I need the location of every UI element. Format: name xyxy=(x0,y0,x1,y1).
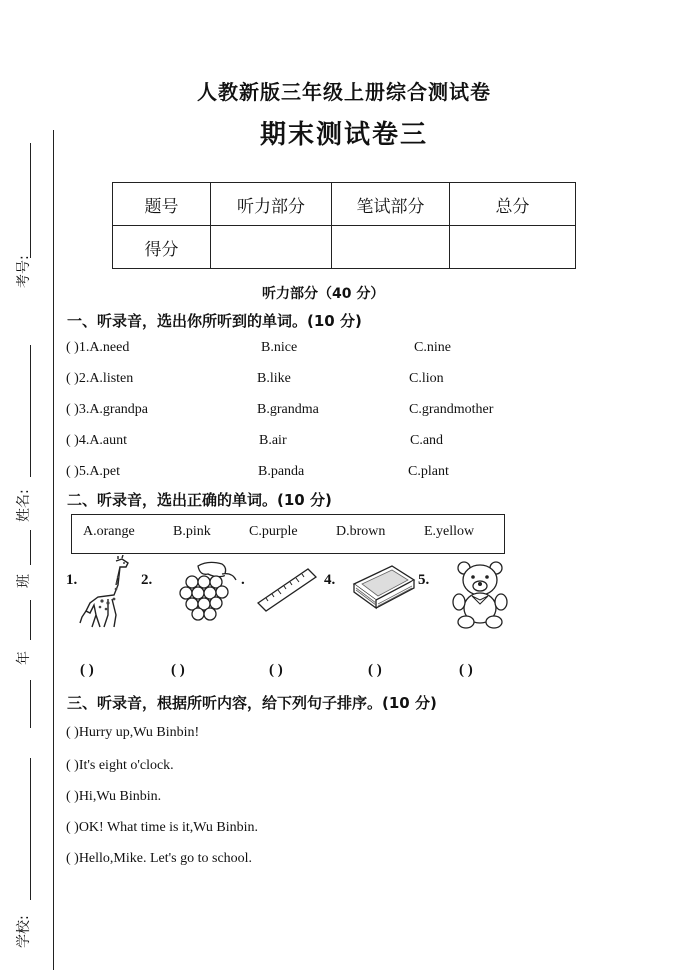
score-header-tingli: 听力部分 xyxy=(211,183,332,226)
nian-lower-blank xyxy=(30,680,31,728)
listening-title: 听力部分（40 分） xyxy=(262,286,385,302)
section2-title: 二、听录音，选出正确的单词。(10 分) xyxy=(67,491,332,509)
ban-label: 班 xyxy=(16,574,32,588)
pic-number: 5. xyxy=(418,572,430,588)
answer-blank[interactable]: ( ) xyxy=(269,662,283,678)
s1-q3-b: B.grandma xyxy=(257,402,319,417)
pic-number: 4. xyxy=(324,572,336,588)
word-bank-item: A.orange xyxy=(83,524,135,539)
xuexiao-blank xyxy=(30,758,31,900)
nian-blank xyxy=(30,600,31,640)
s1-q2-c: C.lion xyxy=(409,371,444,386)
word-bank xyxy=(71,514,505,554)
word-bank-item: B.pink xyxy=(173,524,211,539)
s1-q1-b: B.nice xyxy=(261,340,298,355)
s1-q2-b: B.like xyxy=(257,371,291,386)
answer-blank[interactable]: ( ) xyxy=(80,662,94,678)
score-table xyxy=(112,182,576,269)
kaohao-label: 考号: xyxy=(16,255,32,288)
score-cell-zongfen[interactable] xyxy=(450,226,576,269)
score-header-bishi: 笔试部分 xyxy=(332,183,450,226)
s3-sentence[interactable]: ( )Hi,Wu Binbin. xyxy=(66,789,162,804)
s1-q5[interactable]: ( )5.A.pet xyxy=(66,464,121,479)
s1-q3-c: C.grandmother xyxy=(409,402,494,417)
score-header-tihao: 题号 xyxy=(113,183,211,226)
kaohao-blank xyxy=(30,143,31,258)
s1-q2[interactable]: ( )2.A.listen xyxy=(66,371,134,386)
answer-blank[interactable]: ( ) xyxy=(368,662,382,678)
xingming-blank xyxy=(30,345,31,477)
grapes-icon xyxy=(178,560,243,622)
xingming-label: 姓名: xyxy=(16,489,32,522)
answer-blank[interactable]: ( ) xyxy=(459,662,473,678)
answer-blank[interactable]: ( ) xyxy=(171,662,185,678)
binding-line xyxy=(53,130,54,970)
s1-q1-c: C.nine xyxy=(414,340,451,355)
pic-number: 1. xyxy=(66,572,78,588)
pic-number: . xyxy=(241,572,245,588)
s3-sentence[interactable]: ( )OK! What time is it,Wu Binbin. xyxy=(66,820,259,835)
word-bank-item: C.purple xyxy=(249,524,298,539)
section1-title: 一、听录音，选出你所听到的单词。(10 分) xyxy=(67,312,362,330)
s1-q5-b: B.panda xyxy=(258,464,305,479)
s3-sentence[interactable]: ( )Hello,Mike. Let's go to school. xyxy=(66,851,253,866)
teddy-bear-icon xyxy=(452,560,508,630)
exam-title: 人教新版三年级上册综合测试卷 xyxy=(197,80,491,104)
word-bank-item: D.brown xyxy=(336,524,386,539)
score-row-label: 得分 xyxy=(113,226,211,269)
s3-sentence[interactable]: ( )It's eight o'clock. xyxy=(66,758,174,773)
giraffe-icon xyxy=(78,555,138,630)
exam-subtitle: 期末测试卷三 xyxy=(259,120,428,150)
score-cell-bishi[interactable] xyxy=(332,226,450,269)
word-bank-item: E.yellow xyxy=(424,524,475,539)
nian-label: 年 xyxy=(16,651,32,665)
section3-title: 三、听录音，根据所听内容，给下列句子排序。(10 分) xyxy=(67,694,437,712)
pic-number: 2. xyxy=(141,572,153,588)
ruler-icon xyxy=(256,565,320,613)
s1-q4[interactable]: ( )4.A.aunt xyxy=(66,433,128,448)
score-header-zongfen: 总分 xyxy=(450,183,576,226)
s1-q4-c: C.and xyxy=(410,433,444,448)
book-icon xyxy=(350,562,418,614)
s1-q1[interactable]: ( )1.A.need xyxy=(66,340,130,355)
ban-blank xyxy=(30,530,31,565)
s1-q4-b: B.air xyxy=(259,433,287,448)
s1-q5-c: C.plant xyxy=(408,464,449,479)
xuexiao-label: 学校: xyxy=(16,915,32,948)
score-cell-tingli[interactable] xyxy=(211,226,332,269)
s1-q3[interactable]: ( )3.A.grandpa xyxy=(66,402,149,417)
s3-sentence[interactable]: ( )Hurry up,Wu Binbin! xyxy=(66,725,200,740)
